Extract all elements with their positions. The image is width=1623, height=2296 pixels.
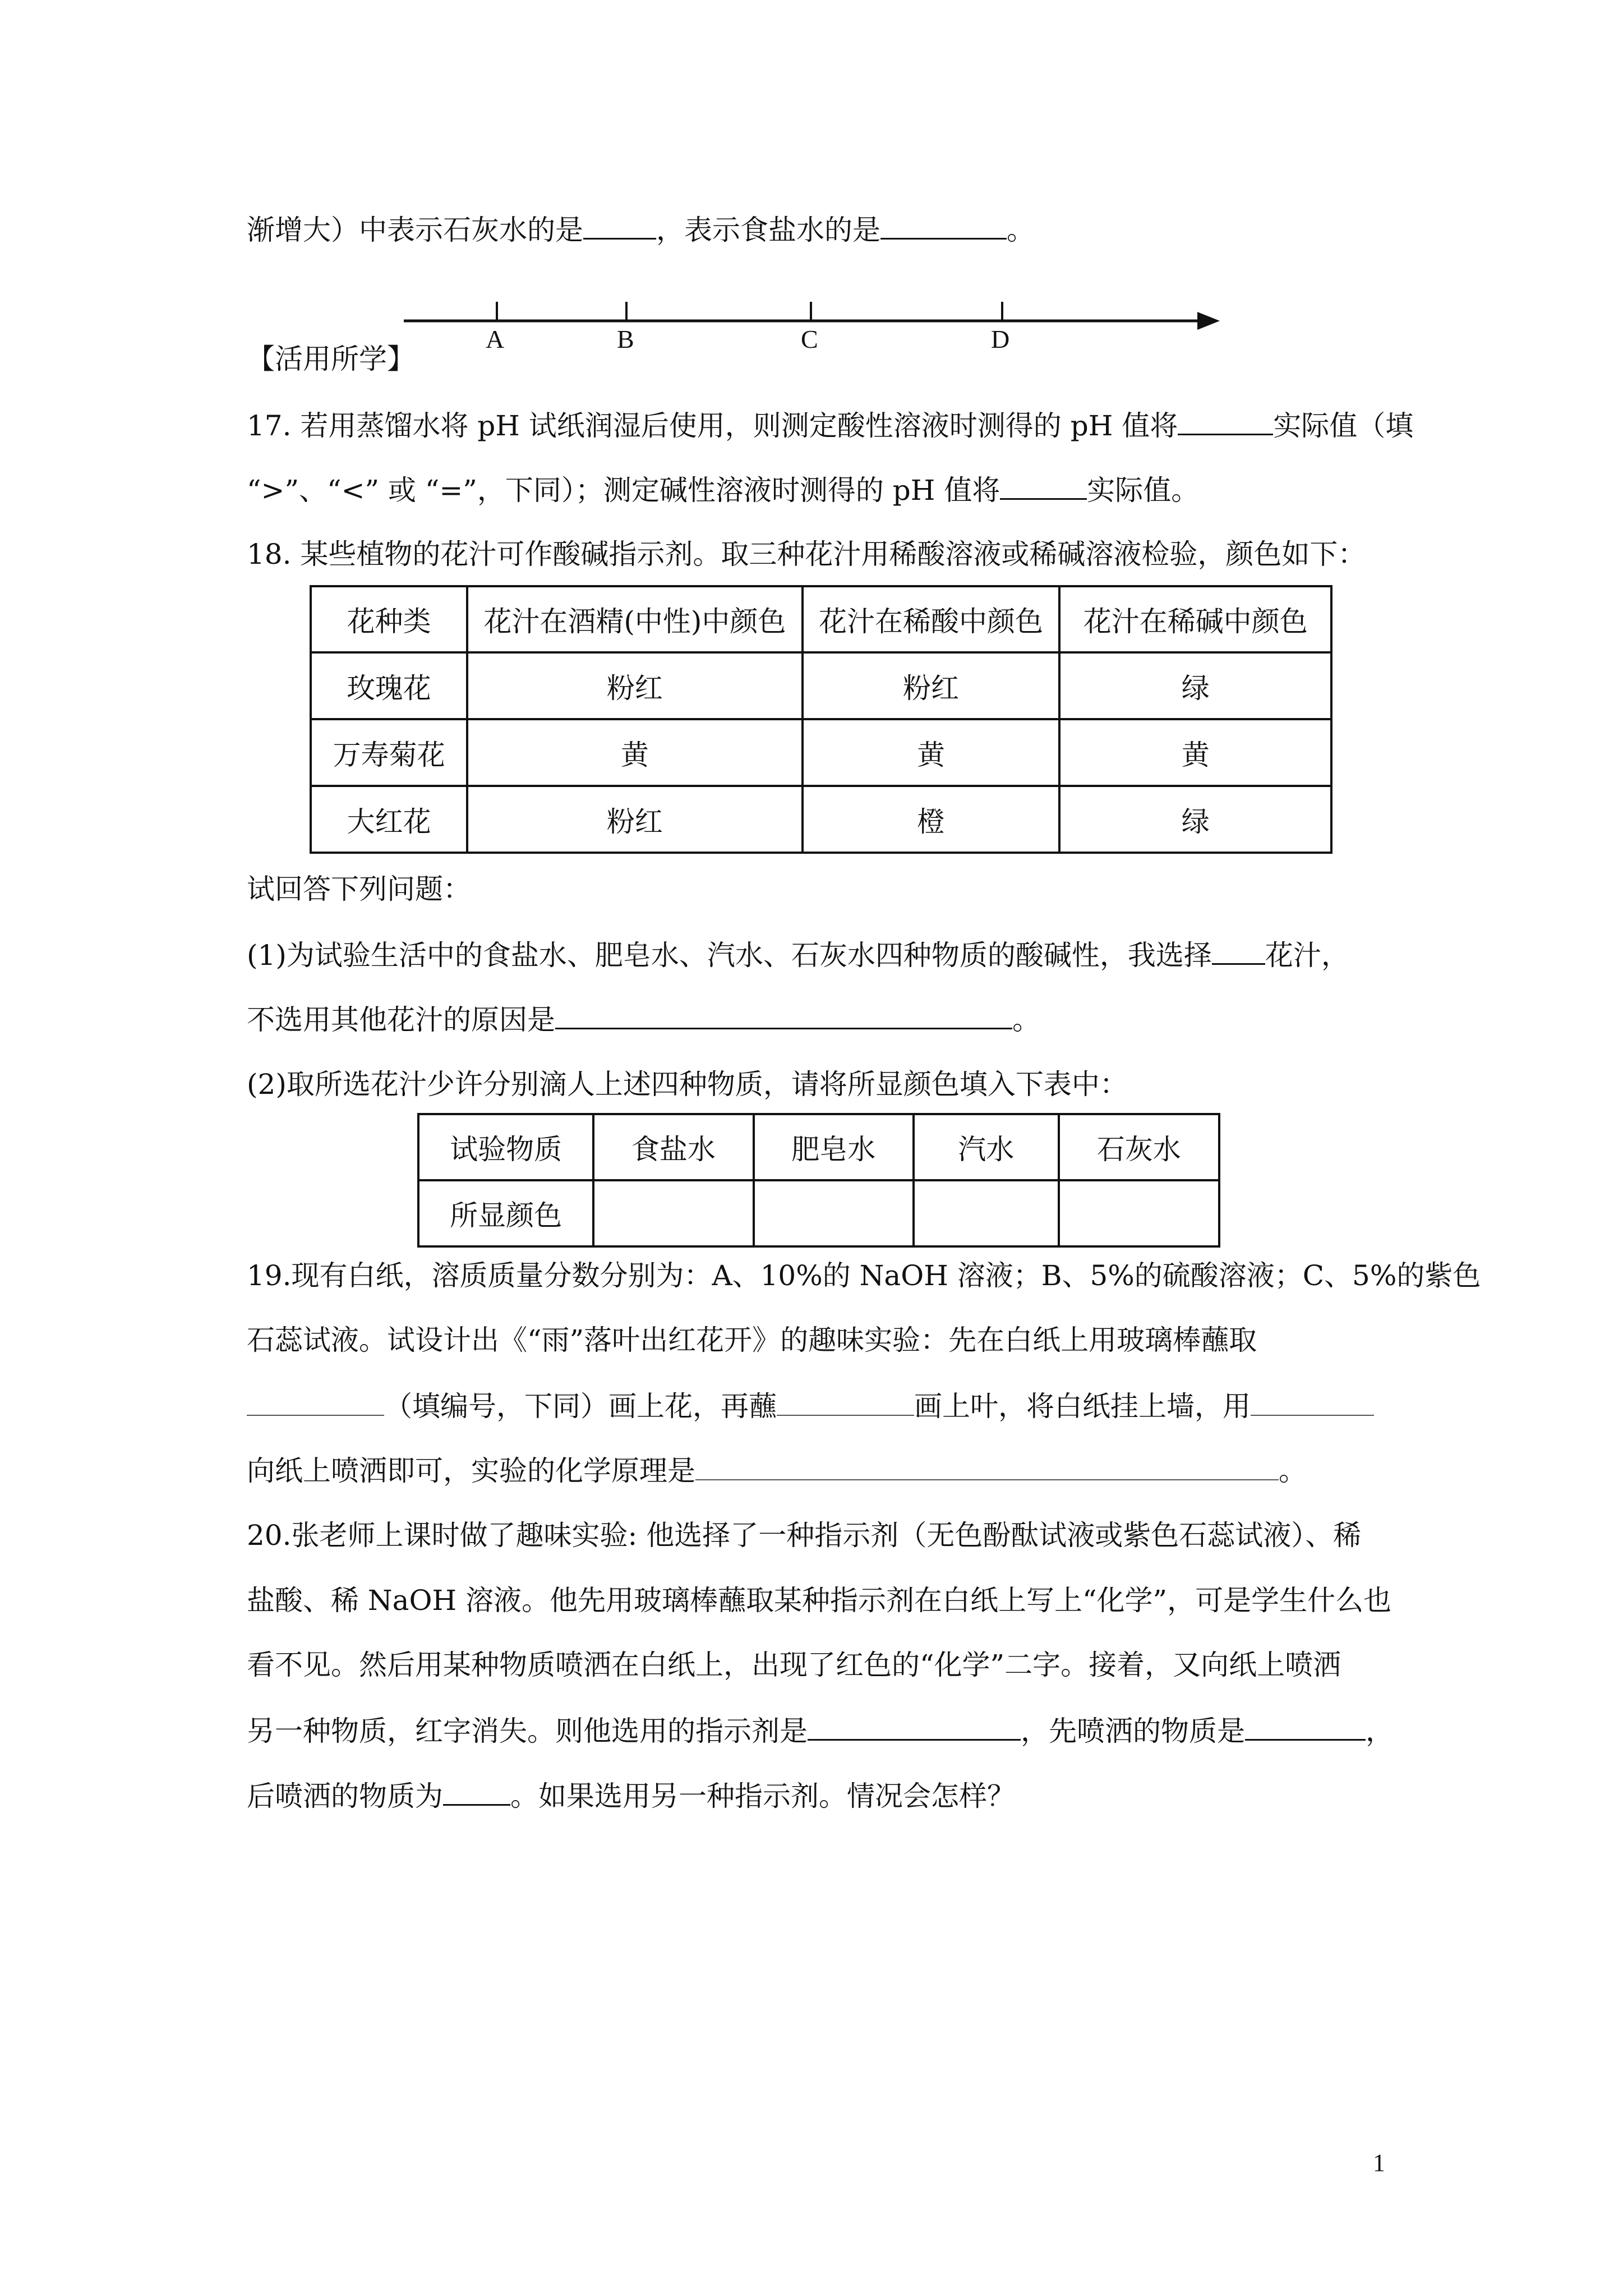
table-header-row — [418, 1114, 1219, 1180]
blank-limewater[interactable] — [583, 212, 656, 240]
q20-text-5: 。如果选用另一种指示剂。情况会怎样？ — [510, 1780, 1015, 1812]
number-line-arrow — [1197, 312, 1220, 330]
q19-blank-leaf[interactable] — [777, 1389, 914, 1416]
table-row — [311, 652, 1331, 719]
q17-line-1 — [247, 408, 1413, 443]
table-cell: 粉红 — [467, 786, 802, 853]
table-row — [311, 719, 1331, 786]
header-cell: 食盐水 — [593, 1114, 753, 1180]
q20-blank-second-spray[interactable] — [443, 1778, 510, 1806]
table-cell: 绿 — [1059, 652, 1331, 719]
page-number: 1 — [1373, 2149, 1385, 2177]
q17-line-2 — [247, 472, 1199, 507]
q20-text-2: ，先喷洒的物质是 — [1021, 1715, 1245, 1747]
intro-text-1: 渐增大）中表示石灰水的是 — [247, 214, 583, 246]
color-input-soda[interactable] — [914, 1180, 1059, 1246]
q17-blank-acid[interactable] — [1178, 408, 1273, 435]
q18-part2: (2)取所选花汁少许分别滴人上述四种物质，请将所显颜色填入下表中： — [247, 1068, 1128, 1101]
q17-text-2: 实际值（填 — [1273, 409, 1414, 442]
q19-line-3 — [247, 1389, 1374, 1423]
table-cell: 黄 — [803, 719, 1060, 786]
q18-part1-text-2: 花汁， — [1265, 939, 1349, 972]
header-cell: 花汁在稀酸中颜色 — [803, 586, 1060, 652]
tick-label-c: C — [801, 325, 818, 353]
header-cell: 汽水 — [914, 1114, 1059, 1180]
q19-blank-flower[interactable] — [247, 1389, 384, 1416]
table-cell: 玫瑰花 — [311, 652, 467, 719]
q19-line-1: 19.现有白纸，溶质质量分数分别为：A、10%的 NaOH 溶液；B、5%的硫酸溶液；C、5%的紫色 — [247, 1259, 1481, 1292]
q20-text-4: 后喷洒的物质为 — [247, 1780, 443, 1812]
q17-text-4: 实际值。 — [1087, 474, 1200, 507]
section-title: 【活用所学】 — [247, 343, 415, 375]
q17-text-3: “>”、“<” 或 “=”，下同）；测定碱性溶液时测得的 pH 值将 — [247, 474, 1000, 507]
q18-part1-line-2 — [247, 1002, 1040, 1037]
q20-line-3: 看不见。然后用某种物质喷洒在白纸上，出现了红色的“化学”二字。接着，又向纸上喷洒 — [247, 1649, 1341, 1681]
q20-line-2: 盐酸、稀 NaOH 溶液。他先用玻璃棒蘸取某种指示剂在白纸上写上“化学”，可是学生什么也 — [247, 1584, 1392, 1617]
q20-line-4 — [247, 1713, 1394, 1748]
header-cell: 花种类 — [311, 586, 467, 652]
q20-text-1: 另一种物质，红字消失。则他选用的指示剂是 — [247, 1715, 808, 1747]
table-cell: 绿 — [1059, 786, 1331, 853]
test-substance-table — [417, 1113, 1220, 1248]
q18-blank-flower[interactable] — [1212, 937, 1265, 965]
q19-text-1: （填编号，下同）画上花，再蘸 — [384, 1390, 777, 1423]
q20-line-1: 20.张老师上课时做了趣味实验: 他选择了一种指示剂（无色酚酞试液或紫色石蕊试液）、稀 — [247, 1519, 1362, 1552]
header-cell: 肥皂水 — [754, 1114, 914, 1180]
q18-prompt: 试回答下列问题： — [247, 873, 471, 905]
table-row — [418, 1180, 1219, 1246]
header-cell: 石灰水 — [1059, 1114, 1219, 1180]
q18-part1-text-1: (1)为试验生活中的食盐水、肥皂水、汽水、石灰水四种物质的酸碱性，我选择 — [247, 939, 1212, 972]
intro-text-2: ，表示食盐水的是 — [656, 214, 880, 246]
intro-line — [247, 212, 1035, 247]
table-cell: 粉红 — [803, 652, 1060, 719]
q20-blank-first-spray[interactable] — [1245, 1713, 1366, 1741]
color-input-soapwater[interactable] — [754, 1180, 914, 1246]
row-label-cell: 所显颜色 — [418, 1180, 593, 1246]
q17-blank-base[interactable] — [1000, 472, 1087, 500]
header-cell: 花汁在酒精(中性)中颜色 — [467, 586, 802, 652]
q20-blank-indicator[interactable] — [808, 1713, 1021, 1741]
intro-text-3: 。 — [1007, 214, 1035, 246]
table-row — [311, 786, 1331, 853]
tick-label-d: D — [991, 325, 1010, 353]
q19-text-4: 。 — [1279, 1455, 1307, 1487]
q20-text-3: ， — [1366, 1715, 1394, 1747]
q18-part1-line-1 — [247, 937, 1349, 972]
color-input-limewater[interactable] — [1059, 1180, 1219, 1246]
q19-blank-principle[interactable] — [695, 1453, 1279, 1480]
tick-label-b: B — [617, 325, 634, 353]
q18-intro: 18. 某些植物的花汁可作酸碱指示剂。取三种花汁用稀酸溶液或稀碱溶液检验，颜色如下： — [247, 538, 1366, 570]
flower-indicator-table — [310, 585, 1332, 854]
tick-label-a: A — [486, 325, 505, 353]
table-cell: 大红花 — [311, 786, 467, 853]
q17-text-1: 17. 若用蒸馏水将 pH 试纸润湿后使用，则测定酸性溶液时测得的 pH 值将 — [247, 409, 1178, 442]
header-cell: 试验物质 — [418, 1114, 593, 1180]
q18-blank-reason[interactable] — [555, 1002, 1012, 1029]
table-cell: 橙 — [803, 786, 1060, 853]
color-input-saltwater[interactable] — [593, 1180, 753, 1246]
table-cell: 粉红 — [467, 652, 802, 719]
q19-text-2: 画上叶，将白纸挂上墙，用 — [914, 1390, 1251, 1423]
q19-blank-spray[interactable] — [1251, 1389, 1374, 1416]
q18-part1-text-3: 不选用其他花汁的原因是 — [247, 1004, 555, 1036]
q19-line-4 — [247, 1453, 1307, 1488]
table-cell: 黄 — [467, 719, 802, 786]
q19-text-3: 向纸上喷洒即可，实验的化学原理是 — [247, 1455, 695, 1487]
q19-line-2: 石蕊试液。试设计出《“雨”落叶出红花开》的趣味实验：先在白纸上用玻璃棒蘸取 — [247, 1324, 1257, 1356]
table-cell: 黄 — [1059, 719, 1331, 786]
blank-saltwater[interactable] — [880, 212, 1007, 240]
q18-part1-text-4: 。 — [1012, 1004, 1040, 1036]
table-header-row — [311, 586, 1331, 652]
header-cell: 花汁在稀碱中颜色 — [1059, 586, 1331, 652]
q20-line-5 — [247, 1778, 1015, 1813]
table-cell: 万寿菊花 — [311, 719, 467, 786]
